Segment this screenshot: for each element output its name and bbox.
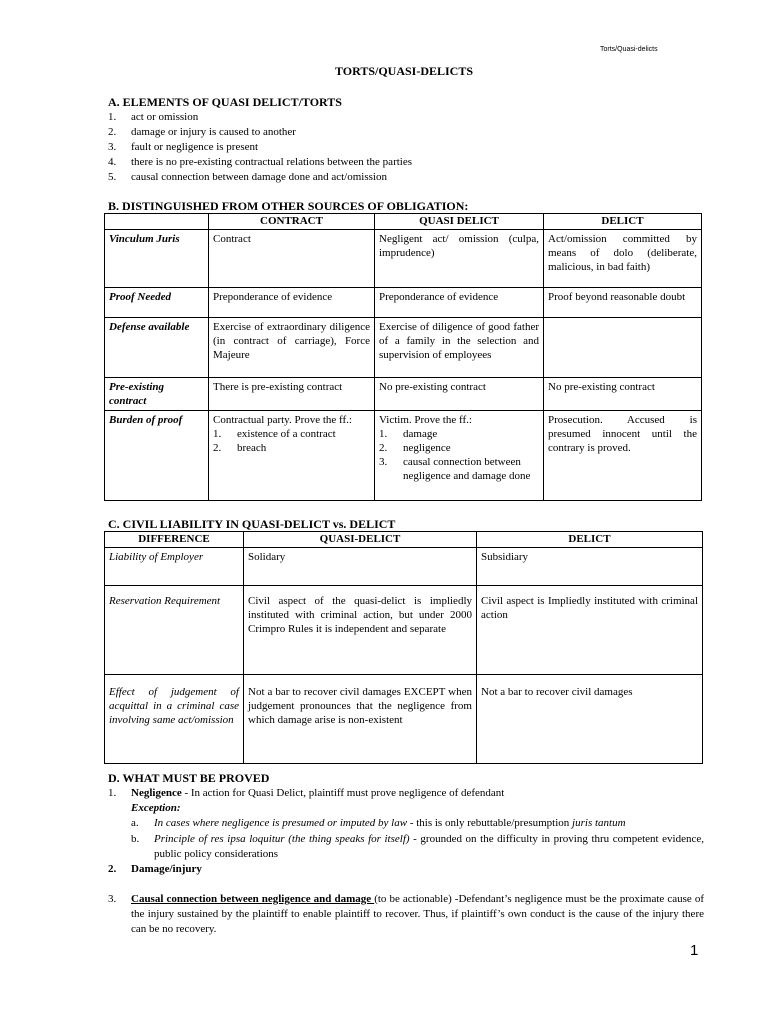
column-header: QUASI DELICT: [375, 214, 544, 230]
table-cell: [209, 411, 375, 501]
cell-intro: Contractual party. Prove the ff.:: [213, 414, 352, 426]
table-row: [105, 288, 702, 318]
list-item: 2. damage or injury is caused to another: [108, 126, 296, 138]
table-cell: Negligent act/ omission (culpa, imprudence): [375, 230, 544, 288]
table-row: [105, 411, 702, 501]
list-item: 3. fault or negligence is present: [108, 141, 259, 153]
table-cell: Act/omission committed by means of dolo (deliberate, malicious, in bad faith): [544, 230, 702, 288]
column-header: QUASI-DELICT: [244, 532, 477, 548]
exception-label: Exception:: [131, 802, 181, 814]
proof-item-negligence: 1. Negligence - In action for Quasi Delict, plaintiff must prove negligence of defendant: [108, 787, 505, 799]
table-cell: Exercise of diligence of good father of a family in the selection and supervision of employees: [375, 318, 544, 378]
row-label: Defense available: [105, 318, 209, 378]
list-item: 2. negligence: [379, 442, 451, 454]
list-item: 5. causal connection between damage done and act/omission: [108, 171, 387, 183]
page-number: 1: [690, 942, 699, 959]
exception-item: b. Principle of res ipsa loquitur (the thing speaks for itself) - grounded on the difficulty in proving thru competent evidence, public policy considerations: [131, 833, 704, 860]
proof-item-causal-connection: 3. Causal connection between negligence and damage (to be actionable) -Defendant’s negligence must be the proximate cause of the injury sustained by the plaintiff to enable plaintiff to recover. Thus, if plaintiff’s own conduct is the cause of the injury there can be no recovery.: [108, 893, 704, 935]
section-a-list: [108, 110, 668, 185]
column-header: DELICT: [477, 532, 703, 548]
table-row: [105, 586, 703, 675]
table-cell: There is pre-existing contract: [209, 378, 375, 411]
document-title: TORTS/QUASI-DELICTS: [334, 64, 474, 78]
table-row: [105, 230, 702, 288]
list-item: 1. damage: [379, 428, 438, 440]
proof-item-damage: 2. Damage/injury: [108, 863, 202, 875]
table-cell: Subsidiary: [477, 548, 703, 586]
section-c-heading: C. CIVIL LIABILITY IN QUASI-DELICT vs. DELICT: [108, 517, 396, 531]
list-item: 2. breach: [213, 442, 267, 454]
table-cell: Solidary: [244, 548, 477, 586]
list-item: 4. there is no pre-existing contractual relations between the parties: [108, 156, 413, 168]
item-title: Damage/injury: [131, 863, 202, 875]
table-cell: Not a bar to recover civil damages EXCEPT when judgement pronounces that the negligence from which damage arise is non-existent: [244, 675, 477, 764]
running-header: Torts/Quasi-delicts: [600, 46, 658, 53]
row-label: Pre-existing contract: [105, 378, 209, 411]
exception-item: a. In cases where negligence is presumed or imputed by law - this is only rebuttable/presumption juris tantum: [131, 817, 626, 829]
row-label: Liability of Employer: [105, 548, 244, 586]
row-label: Burden of proof: [105, 411, 209, 501]
cell-list: [213, 427, 370, 455]
table-row: [105, 675, 703, 764]
table-cell: Preponderance of evidence: [375, 288, 544, 318]
table-cell: No pre-existing contract: [375, 378, 544, 411]
section-b-heading: B. DISTINGUISHED FROM OTHER SOURCES OF OBLIGATION:: [108, 199, 469, 213]
item-title: Causal connection between negligence and damage: [131, 893, 375, 905]
cell-intro: Victim. Prove the ff.:: [379, 414, 472, 426]
row-label: Reservation Requirement: [105, 586, 244, 675]
table-cell: [375, 411, 544, 501]
cell-list: [379, 427, 539, 483]
list-item: 3. causal connection between negligence and damage done: [379, 456, 531, 482]
table-row: [105, 318, 702, 378]
table-cell: Prosecution. Accused is presumed innocent until the contrary is proved.: [544, 411, 702, 501]
table-cell: Contract: [209, 230, 375, 288]
table-cell: [544, 318, 702, 378]
table-header-row: [105, 214, 702, 230]
table-row: [105, 548, 703, 586]
column-header: [105, 214, 209, 230]
table-cell: Proof beyond reasonable doubt: [544, 288, 702, 318]
table-cell: No pre-existing contract: [544, 378, 702, 411]
table-cell: Civil aspect of the quasi-delict is impliedly instituted with criminal action, but under 2000 Crimpro Rules it is independent and separate: [244, 586, 477, 675]
section-d-heading: D. WHAT MUST BE PROVED: [108, 771, 270, 785]
table-cell: Not a bar to recover civil damages: [477, 675, 703, 764]
column-header: CONTRACT: [209, 214, 375, 230]
row-label: Proof Needed: [105, 288, 209, 318]
table-cell: Exercise of extraordinary diligence (in contract of carriage), Force Majeure: [209, 318, 375, 378]
row-label: Effect of judgement of acquittal in a criminal case involving same act/omission: [105, 675, 244, 764]
list-item: 1. existence of a contract: [213, 428, 336, 440]
section-a-heading: A. ELEMENTS OF QUASI DELICT/TORTS: [108, 95, 342, 109]
table-row: [105, 378, 702, 411]
obligation-comparison-table: [104, 213, 702, 501]
table-cell: Civil aspect is Impliedly instituted with criminal action: [477, 586, 703, 675]
table-cell: Preponderance of evidence: [209, 288, 375, 318]
item-title: Negligence: [131, 787, 182, 799]
column-header: DIFFERENCE: [105, 532, 244, 548]
column-header: DELICT: [544, 214, 702, 230]
row-label: Vinculum Juris: [105, 230, 209, 288]
civil-liability-table: [104, 531, 703, 764]
table-header-row: [105, 532, 703, 548]
list-item: 1. act or omission: [108, 111, 199, 123]
